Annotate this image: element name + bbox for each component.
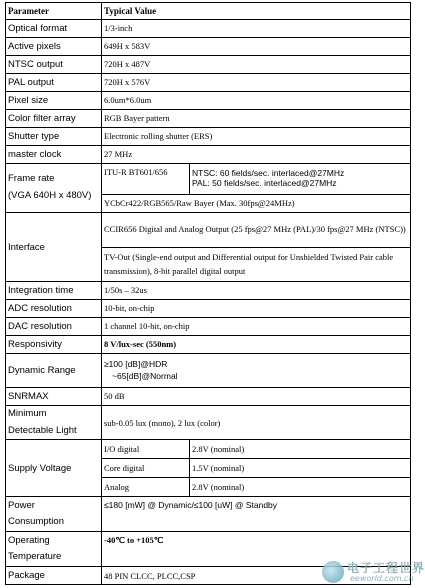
row-color-filter <box>6 110 411 128</box>
value-operating-temperature: -40℃ to +105℃ <box>102 532 411 567</box>
value-itu-standard: ITU-R BT601/656 <box>102 164 190 195</box>
row-power-consumption <box>6 497 411 532</box>
value-core-digital: 1.5V (nominal) <box>190 459 411 478</box>
header-typical-value: Typical Value <box>102 3 411 20</box>
value-active-pixels: 649H x 583V <box>102 38 411 56</box>
label-responsivity: Responsivity <box>6 336 102 354</box>
watermark <box>322 559 425 585</box>
label-snrmax: SNRMAX <box>6 388 102 406</box>
label-active-pixels: Active pixels <box>6 38 102 56</box>
row-pixel-size <box>6 92 411 110</box>
label-core-digital: Core digital <box>102 459 190 478</box>
spec-sheet <box>5 2 410 585</box>
value-package: 48 PIN CLCC, PLCC,CSP <box>102 567 411 585</box>
label-min-detectable-light <box>6 406 102 440</box>
row-dac-resolution <box>6 318 411 336</box>
label-analog: Analog <box>102 478 190 497</box>
value-pal-output: 720H x 576V <box>102 74 411 92</box>
value-shutter-type: Electronic rolling shutter (ERS) <box>102 128 411 146</box>
label-color-filter: Color filter array <box>6 110 102 128</box>
watermark-logo-icon <box>322 561 344 583</box>
label-interface: Interface <box>6 213 102 282</box>
label-min-light-line1: Minimum <box>8 408 47 419</box>
value-responsivity: 8 V/lux-sec (550nm) <box>102 336 411 354</box>
row-dynamic-range <box>6 354 411 388</box>
watermark-url: eeworld.com.cn <box>350 574 414 583</box>
row-snrmax <box>6 388 411 406</box>
label-operating-temperature <box>6 532 102 567</box>
label-power-consumption <box>6 497 102 532</box>
value-dynamic-range-normal: ~65[dB]@Normal <box>112 370 178 381</box>
label-temp-line1: Operating <box>8 534 50 546</box>
label-adc-resolution: ADC resolution <box>6 300 102 318</box>
value-ycbcr-formats: YCbCr422/RGB565/Raw Bayer (Max. 30fps@24MHz) <box>102 195 411 213</box>
label-frame-rate-line2: (VGA 640H x 480V) <box>8 190 92 201</box>
value-ntsc-fields: NTSC: 60 fields/sec. interlaced@27MHz <box>192 168 345 179</box>
value-min-detectable-light: sub-0.05 lux (mono), 2 lux (color) <box>102 406 411 440</box>
label-master-clock: master clock <box>6 146 102 164</box>
value-snrmax: 50 dB <box>102 388 411 406</box>
watermark-title: 电子工程世界 <box>347 561 425 575</box>
value-pal-fields: PAL: 50 fields/sec. interlaced@27MHz <box>192 178 337 188</box>
label-supply-voltage: Supply Voltage <box>6 440 102 497</box>
row-active-pixels <box>6 38 411 56</box>
label-package: Package <box>6 567 102 585</box>
label-optical-format: Optical format <box>6 20 102 38</box>
value-power-consumption: ≤180 [mW] @ Dynamic/≤100 [uW] @ Standby <box>102 497 411 532</box>
value-ccir656-output: CCIR656 Digital and Analog Output (25 fps@27 MHz (PAL)/30 fps@27 MHz (NTSC)) <box>102 213 411 248</box>
label-shutter-type: Shutter type <box>6 128 102 146</box>
value-ntsc-pal-fields <box>190 164 411 195</box>
header-parameter: Parameter <box>6 3 102 20</box>
value-optical-format: 1/3-inch <box>102 20 411 38</box>
row-master-clock <box>6 146 411 164</box>
value-dynamic-range-hdr: ≥100 [dB]@HDR <box>104 359 168 370</box>
label-pixel-size: Pixel size <box>6 92 102 110</box>
spec-table <box>5 2 411 585</box>
value-analog: 2.8V (nominal) <box>190 478 411 497</box>
value-pixel-size: 6.0um*6.0um <box>102 92 411 110</box>
label-integration-time: Integration time <box>6 282 102 300</box>
row-integration-time <box>6 282 411 300</box>
row-min-detectable-light <box>6 406 411 440</box>
label-ntsc-output: NTSC output <box>6 56 102 74</box>
value-integration-time: 1/50s – 32us <box>102 282 411 300</box>
row-adc-resolution <box>6 300 411 318</box>
row-shutter-type <box>6 128 411 146</box>
label-power-line2: Consumption <box>8 516 64 528</box>
label-pal-output: PAL output <box>6 74 102 92</box>
value-tv-out: TV-Out (Single-end output and Differential output for Unshielded Twisted Pair cable transmission), 8-bit parallel digital output <box>102 248 411 282</box>
label-temp-line2: Temperature <box>8 551 62 563</box>
label-power-line1: Power <box>8 499 35 511</box>
value-master-clock: 27 MHz <box>102 146 411 164</box>
header-row <box>6 3 411 20</box>
label-io-digital: I/O digital <box>102 440 190 459</box>
row-frame-rate-itu <box>6 164 411 195</box>
label-frame-rate <box>6 164 102 213</box>
value-adc-resolution: 10-bit, on-chip <box>102 300 411 318</box>
label-frame-rate-line1: Frame rate <box>8 173 55 185</box>
row-responsivity <box>6 336 411 354</box>
value-io-digital: 2.8V (nominal) <box>190 440 411 459</box>
value-dac-resolution: 1 channel 10-bit, on-chip <box>102 318 411 336</box>
row-optical-format <box>6 20 411 38</box>
row-supply-io <box>6 440 411 459</box>
row-pal-output <box>6 74 411 92</box>
row-ntsc-output <box>6 56 411 74</box>
value-color-filter: RGB Bayer pattern <box>102 110 411 128</box>
label-dac-resolution: DAC resolution <box>6 318 102 336</box>
value-dynamic-range <box>102 354 411 388</box>
label-min-light-line2: Detectable Light <box>8 424 77 436</box>
label-dynamic-range: Dynamic Range <box>6 354 102 388</box>
value-ntsc-output: 720H x 487V <box>102 56 411 74</box>
row-interface-ccir <box>6 213 411 248</box>
